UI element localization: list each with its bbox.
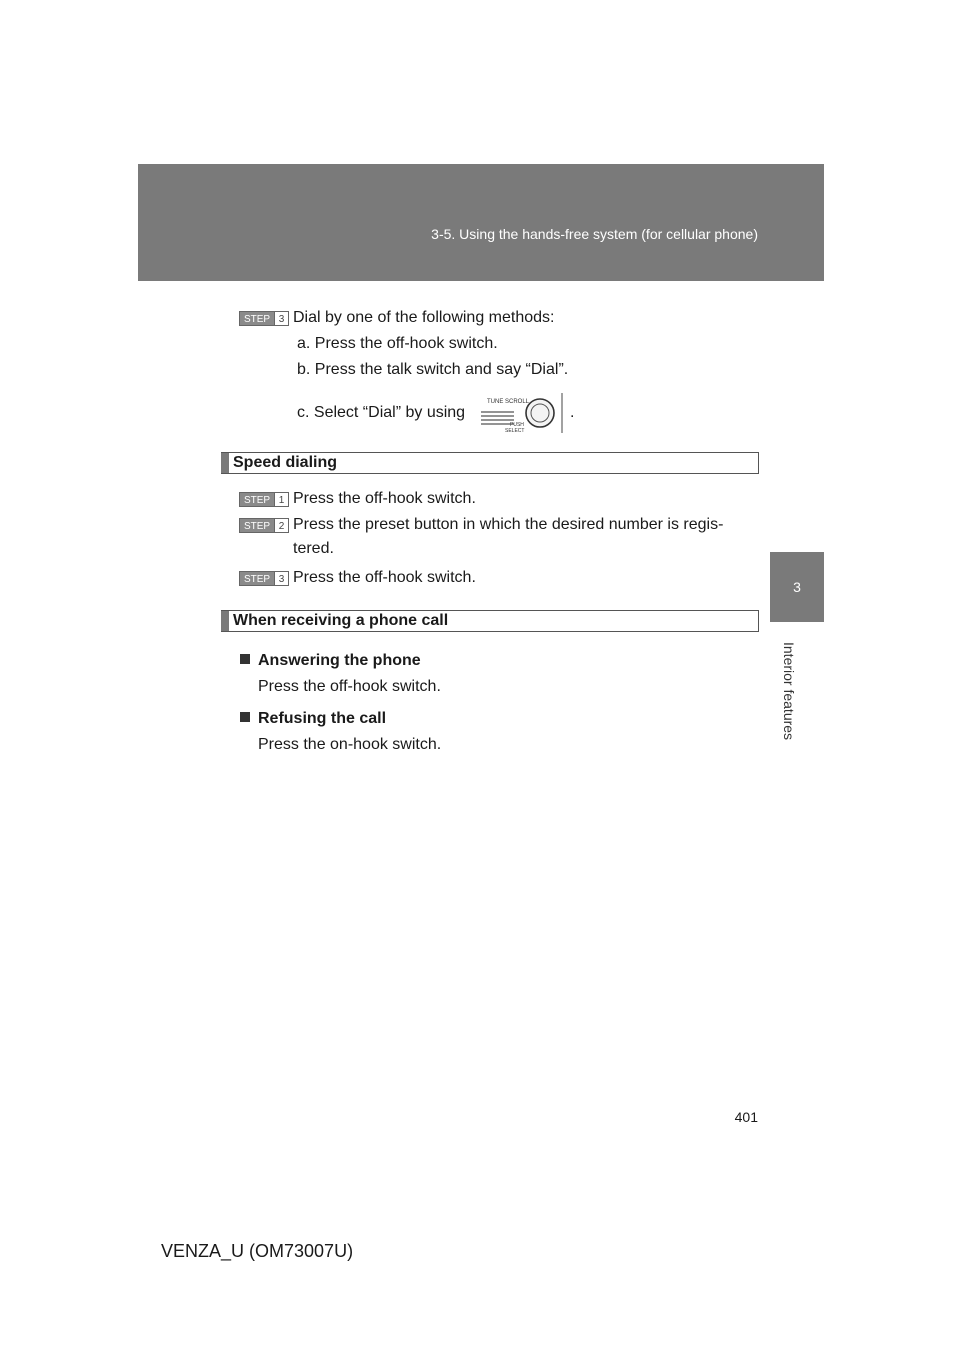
chapter-number: 3 [793, 579, 801, 595]
speed-dialing-heading-text: Speed dialing [233, 454, 338, 471]
dial-option-a: a. Press the off-hook switch. [297, 335, 498, 352]
refusing-text: Press the on-hook switch. [258, 736, 442, 753]
step-number: 3 [274, 312, 288, 325]
step-word: STEP [240, 572, 274, 585]
knob-label-push: PUSH [510, 422, 524, 428]
heading-bar [221, 453, 229, 473]
receiving-heading-text: When receiving a phone call [233, 612, 449, 629]
dial-option-c-end: . [570, 404, 575, 421]
heading-bar [221, 611, 229, 631]
bullet-answering [240, 652, 421, 670]
dial-option-c: c. Select “Dial” by using [297, 404, 466, 421]
speed-step-2-text: Press the preset button in which the desired number is regis- [293, 516, 724, 533]
receiving-heading [221, 610, 759, 632]
page-number: 401 [734, 1109, 758, 1125]
step-badge [239, 492, 289, 507]
step-badge [239, 571, 289, 586]
knob-label-select: SELECT [505, 428, 525, 434]
dial-option-b: b. Press the talk switch and say “Dial”. [297, 361, 569, 378]
step-number: 2 [274, 519, 288, 532]
knob-label-top: TUNE SCROLL [487, 399, 530, 405]
chapter-label: Interior features [781, 642, 797, 741]
speed-step-1-text: Press the off-hook switch. [293, 490, 476, 507]
speed-step-3-text: Press the off-hook switch. [293, 569, 476, 586]
step-badge [239, 518, 289, 533]
speed-dialing-heading [221, 452, 759, 474]
dial-step-text: Dial by one of the following methods: [293, 309, 555, 326]
footer-code: VENZA_U (OM73007U) [161, 1241, 354, 1261]
bullet-title: Refusing the call [258, 710, 387, 727]
chapter-tab [770, 552, 824, 622]
step-word: STEP [240, 312, 274, 325]
step-badge [239, 311, 289, 326]
step-number: 1 [274, 493, 288, 506]
step-number: 3 [274, 572, 288, 585]
bullet-square-icon [240, 654, 250, 664]
step-word: STEP [240, 519, 274, 532]
bullet-title: Answering the phone [258, 652, 421, 669]
bullet-refusing [240, 710, 386, 728]
step-word: STEP [240, 493, 274, 506]
answering-text: Press the off-hook switch. [258, 678, 441, 695]
bullet-square-icon [240, 712, 250, 722]
speed-step-2-text-cont: tered. [293, 540, 334, 557]
header-band [138, 164, 824, 281]
section-title: 3-5. Using the hands-free system (for cellular phone) [431, 226, 758, 242]
tune-scroll-knob-icon [478, 391, 564, 435]
